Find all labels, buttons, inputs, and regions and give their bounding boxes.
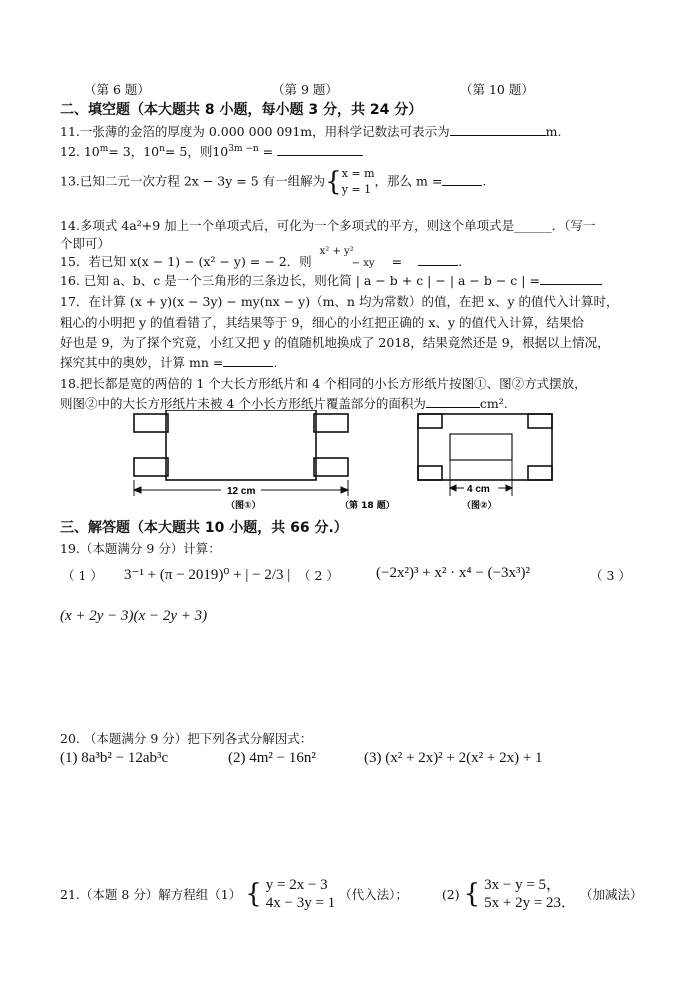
question-12 <box>60 142 363 160</box>
q13-brace-icon: { <box>325 167 342 197</box>
question-13: 13.已知二元一次方程 2x − 3y = 5 有一组解为{ x = m y = 1 ，那么 m = . <box>60 167 487 197</box>
q12-text-b: = 3，10 <box>108 144 160 159</box>
q21-2-eq-top: 3x − y = 5， <box>484 877 562 893</box>
q21-1-system <box>266 876 335 912</box>
q20-part-1: (1) 8a³b² − 12ab³c <box>60 750 169 766</box>
question-14-line1: 14.多项式 4a²+9 加上一个单项式后，可化为一个多项式的平方，则这个单项式是______．（写一 <box>60 218 596 233</box>
q11-text: 11.一张薄的金箔的厚度为 0.000 000 091m，用科学记数法可表示为 <box>60 124 450 139</box>
q19-part-3-expression: (x + 2y − 3)(x − 2y + 3) <box>60 608 208 624</box>
question-21 <box>60 876 643 912</box>
q13-system <box>342 166 375 198</box>
question-16 <box>60 271 602 289</box>
q12-text-d: = <box>258 144 274 159</box>
q21-1-eq-top: y = 2x − 3 <box>265 877 328 893</box>
q21-2-brace-icon: { <box>463 879 481 909</box>
q18-answer-blank <box>426 395 480 408</box>
q13-text-post: ，那么 m = <box>374 173 443 189</box>
q11-answer-blank <box>450 123 546 136</box>
q12-exp-3m: 3m −n <box>228 143 259 154</box>
q16-answer-blank <box>540 272 602 285</box>
q16-text: 16. 已知 a、b、c 是一个三角形的三条边长，则化简 | a − b + c | − | a − b − c | = <box>60 273 540 288</box>
caption-q10: （第 10 题） <box>460 82 534 97</box>
figure-1-diagram <box>134 410 348 480</box>
q15-denominator: − xy <box>351 258 375 269</box>
q15-fraction <box>316 246 388 269</box>
q21-2-system <box>484 876 576 912</box>
q21-title: 21.（本题 8 分）解方程组（1） <box>60 887 242 902</box>
q21-2-label: (2) <box>441 886 460 902</box>
q18-text-2: 则图②中的大长方形纸片未被 4 个小长方形纸片覆盖部分的面积为 <box>60 396 426 411</box>
q15-text: 15．若已知 x(x − 1) − (x² − y) = − 2．则 <box>60 254 312 269</box>
q12-exp-n: n <box>159 143 165 154</box>
question-17-line4: 探究其中的奥妙，计算 mn = . <box>60 355 278 370</box>
figure-1-dimension-label: 12 cm <box>227 486 256 497</box>
figure-2-dimension-label: 4 cm <box>467 484 490 495</box>
figure-1-caption: （图①） <box>226 501 261 511</box>
question-17-line1: 17．在计算 (x + y)(x − 3y) − my(nx − y)（m、n 均为常数）的值，在把 x、y 的值代入计算时， <box>60 294 619 309</box>
section-heading-fill-in: 二、填空题（本大题共 8 小题，每小题 3 分，共 24 分） <box>60 102 423 118</box>
section-heading-solve: 三、解答题（本大题共 10 小题，共 66 分.） <box>60 520 348 536</box>
caption-q6: （第 6 题） <box>84 82 150 97</box>
q13-text: 13.已知二元一次方程 2x − 3y = 5 有一组解为 <box>60 173 326 189</box>
q21-2-eq-bot: 5x + 2y = 23． <box>484 895 577 911</box>
q21-1-brace-icon: { <box>245 879 262 909</box>
q19-part-1-expression: 3⁻¹ + (π − 2019)⁰ + | − 2/3 | <box>124 567 291 583</box>
q15-numerator: x² + y² <box>319 246 354 257</box>
figure-18-caption: （第 18 题） <box>340 501 395 511</box>
caption-q9: （第 9 题） <box>272 82 338 97</box>
q13-eq-bot: y = 1 <box>341 183 372 196</box>
q19-part-3-label: （ 3 ） <box>590 568 631 583</box>
q17-answer-blank <box>223 354 273 367</box>
q21-1-eq-bot: 4x − 3y = 1 <box>265 895 336 911</box>
question-17-line2: 粗心的小明把 y 的值看错了，其结果等于 9，细心的小红把正确的 x、y 的值代入计算，结果恰 <box>60 315 584 330</box>
q12-answer-blank <box>277 143 363 156</box>
question-14-line2: 个即可） <box>60 236 111 251</box>
figure-2-caption: （图②） <box>462 501 497 511</box>
q13-eq-top: x = m <box>341 167 375 180</box>
question-20-title: 20. （本题满分 9 分）把下列各式分解因式： <box>60 731 313 746</box>
figure-2-diagram <box>418 414 552 480</box>
q19-part-2-expression: (−2x²)³ + x² · x⁴ − (−3x³)² <box>376 565 531 581</box>
question-11 <box>60 122 561 140</box>
question-18-line1: 18.把长都是宽的两倍的 1 个大长方形纸片和 4 个相同的小长方形纸片按图①、图②方式摆放， <box>60 376 587 391</box>
q12-text-c: = 5，则10 <box>164 144 229 159</box>
q19-part-1-label: （ 1 ） <box>62 568 103 583</box>
question-15: 15．若已知 x(x − 1) − (x² − y) = − 2．则 x² + y² − xy = . <box>60 246 463 269</box>
q20-part-3: (3) (x² + 2x)² + 2(x² + 2x) + 1 <box>364 750 543 766</box>
q17-text-4: 探究其中的奥妙，计算 mn = <box>60 355 224 370</box>
q15-answer-blank <box>418 253 458 266</box>
q13-answer-blank <box>442 173 482 186</box>
question-17-line3: 好也是 9，为了探个究竟，小红又把 y 的值随机地换成了 2018，结果竟然还是 9，根据以上情况， <box>60 335 610 350</box>
q12-exp-m: m <box>99 143 109 154</box>
question-19-title: 19.（本题满分 9 分）计算： <box>60 541 221 556</box>
q15-equals: = <box>391 254 403 269</box>
q12-text-a: 12. 10 <box>60 144 100 159</box>
q18-unit: cm². <box>479 396 508 411</box>
q20-part-2: (2) 4m² − 16n² <box>228 750 316 766</box>
q19-part-2-label: （ 2 ） <box>298 568 339 583</box>
q21-1-method: （代入法）； <box>339 887 408 902</box>
figure-q18 <box>126 410 556 514</box>
q11-unit: m. <box>545 124 562 139</box>
q21-2-method: （加减法） <box>580 887 643 902</box>
